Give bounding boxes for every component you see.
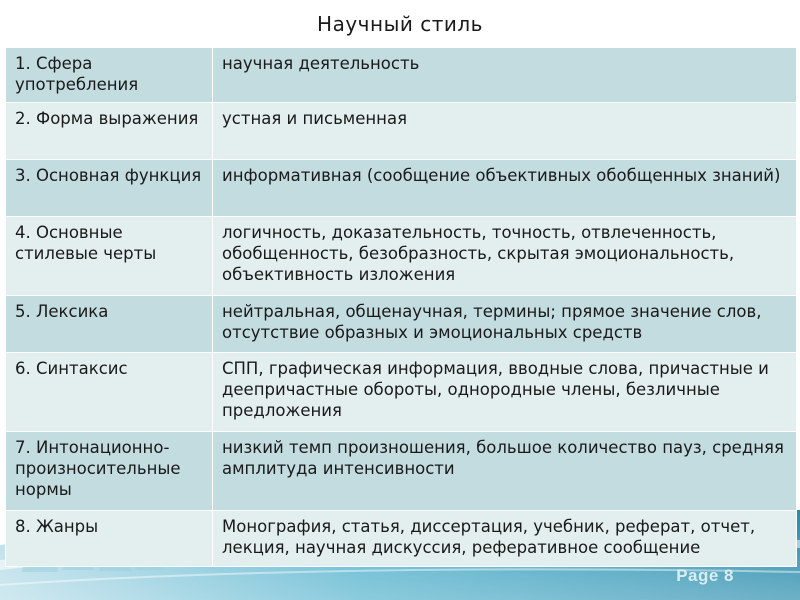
table-row xyxy=(6,48,797,103)
row-label: 6. Синтаксис xyxy=(6,353,213,432)
row-label: 2. Форма выражения xyxy=(6,103,213,160)
row-value: устная и письменная xyxy=(213,103,797,160)
table-row xyxy=(6,217,797,296)
row-value: Монография, статья, диссертация, учебник, реферат, отчет, лекция, научная дискуссия, реферативное сообщение xyxy=(213,511,797,567)
table-row xyxy=(6,160,797,217)
page-number: Page 8 xyxy=(676,566,734,585)
row-label: 4. Основные стилевые черты xyxy=(6,217,213,296)
row-value: научная деятельность xyxy=(213,48,797,103)
slide-title: Научный стиль xyxy=(317,12,483,36)
table-row xyxy=(6,353,797,432)
row-value: информативная (сообщение объективных обобщенных знаний) xyxy=(213,160,797,217)
table-row xyxy=(6,511,797,567)
table-row xyxy=(6,103,797,160)
row-label: 3. Основная функция xyxy=(6,160,213,217)
table-row xyxy=(6,432,797,511)
style-table xyxy=(5,47,797,567)
row-label: 5. Лексика xyxy=(6,296,213,353)
row-label: 7. Интонационно-произносительные нормы xyxy=(6,432,213,511)
row-value: низкий темп произношения, большое количество пауз, средняя амплитуда интенсивности xyxy=(213,432,797,511)
table-row xyxy=(6,296,797,353)
row-value: нейтральная, общенаучная, термины; прямое значение слов, отсутствие образных и эмоциональных средств xyxy=(213,296,797,353)
row-label: 1. Сфера употребления xyxy=(6,48,213,103)
row-value: СПП, графическая информация, вводные слова, причастные и деепричастные обороты, однородные члены, безличные предложения xyxy=(213,353,797,432)
row-value: логичность, доказательность, точность, отвлеченность, обобщенность, безобразность, скрытая эмоциональность, объективность изложения xyxy=(213,217,797,296)
row-label: 8. Жанры xyxy=(6,511,213,567)
